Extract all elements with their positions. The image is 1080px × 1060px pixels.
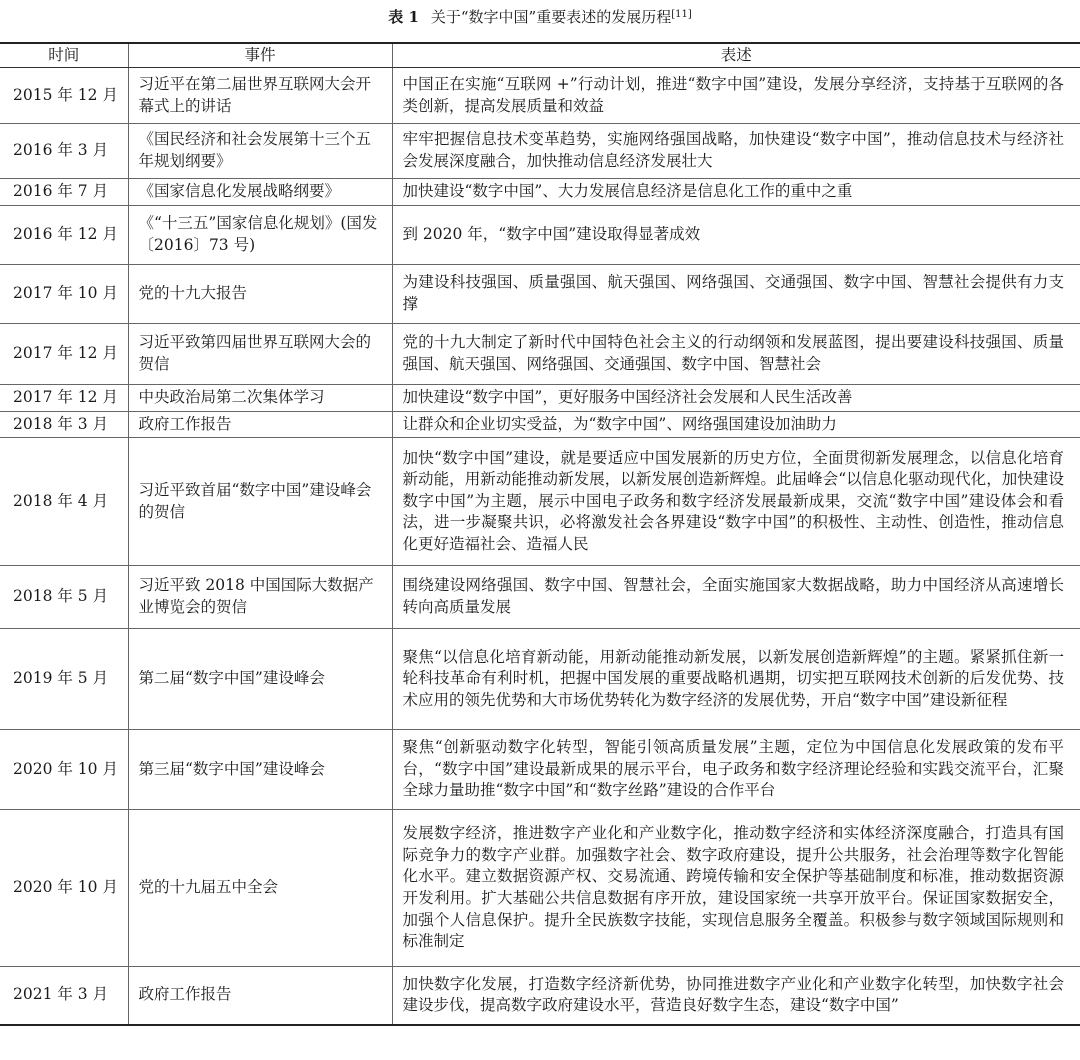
row-time: 2016 年 3 月	[0, 124, 128, 179]
row-event: 政府工作报告	[128, 967, 392, 1025]
table-row	[0, 324, 1080, 385]
row-time: 2020 年 10 月	[0, 730, 128, 810]
table-row	[0, 124, 1080, 179]
row-event: 《国家信息化发展战略纲要》	[128, 179, 392, 206]
row-time: 2017 年 12 月	[0, 385, 128, 412]
table-row	[0, 68, 1080, 124]
table-row	[0, 967, 1080, 1025]
row-event: 第二届“数字中国”建设峰会	[128, 629, 392, 730]
row-desc: 聚焦“以信息化培育新动能，用新动能推动新发展，以新发展创造新辉煌”的主题。紧紧抓住新一轮科技革命有利时机，把握中国发展的重要战略机遇期，切实把互联网技术创新的后发优势、技术应用的领先优势和大市场优势转化为数字经济的发展优势，开启“数字中国”建设新征程	[392, 629, 1080, 730]
table-number: 表 1	[388, 8, 419, 26]
row-desc: 中国正在实施“互联网 +”行动计划，推进“数字中国”建设，发展分享经济，支持基于互联网的各类创新，提高发展质量和效益	[392, 68, 1080, 124]
row-event: 习近平致首届“数字中国”建设峰会的贺信	[128, 438, 392, 566]
table-row	[0, 265, 1080, 324]
table-header-row	[0, 43, 1080, 68]
row-desc: 让群众和企业切实受益，为“数字中国”、网络强国建设加油助力	[392, 412, 1080, 438]
row-time: 2015 年 12 月	[0, 68, 128, 124]
row-event: 第三届“数字中国”建设峰会	[128, 730, 392, 810]
table-row	[0, 385, 1080, 412]
row-desc: 加快建设“数字中国”、大力发展信息经济是信息化工作的重中之重	[392, 179, 1080, 206]
table-row	[0, 412, 1080, 438]
row-desc: 到 2020 年，“数字中国”建设取得显著成效	[392, 206, 1080, 265]
row-time: 2018 年 5 月	[0, 566, 128, 629]
row-desc: 加快数字化发展，打造数字经济新优势，协同推进数字产业化和产业数字化转型，加快数字社会建设步伐，提高数字政府建设水平，营造良好数字生态，建设“数字中国”	[392, 967, 1080, 1025]
row-desc: 党的十九大制定了新时代中国特色社会主义的行动纲领和发展蓝图，提出要建设科技强国、质量强国、航天强国、网络强国、交通强国、数字中国、智慧社会	[392, 324, 1080, 385]
row-time: 2021 年 3 月	[0, 967, 128, 1025]
row-time: 2018 年 3 月	[0, 412, 128, 438]
table-row	[0, 810, 1080, 967]
row-desc: 聚焦“创新驱动数字化转型，智能引领高质量发展”主题，定位为中国信息化发展政策的发布平台，“数字中国”建设最新成果的展示平台，电子政务和数字经济理论经验和实践交流平台，汇聚全球力量助推“数字中国”和“数字丝路”建设的合作平台	[392, 730, 1080, 810]
table-row	[0, 730, 1080, 810]
row-desc: 发展数字经济，推进数字产业化和产业数字化，推动数字经济和实体经济深度融合，打造具有国际竞争力的数字产业群。加强数字社会、数字政府建设，提升公共服务，社会治理等数字化智能化水平。建立数据资源产权、交易流通、跨境传输和安全保护等基础制度和标准，推动数据资源开发利用。扩大基础公共信息数据有序开放，建设国家统一共享开放平台。保证国家数据安全，加强个人信息保护。提升全民族数字技能，实现信息服务全覆盖。积极参与数字领域国际规则和标准制定	[392, 810, 1080, 967]
row-time: 2016 年 12 月	[0, 206, 128, 265]
row-event: 习近平致 2018 中国国际大数据产业博览会的贺信	[128, 566, 392, 629]
table-row	[0, 566, 1080, 629]
row-time: 2018 年 4 月	[0, 438, 128, 566]
row-time: 2016 年 7 月	[0, 179, 128, 206]
row-event: 《“十三五”国家信息化规划》(国发〔2016〕73 号)	[128, 206, 392, 265]
row-event: 习近平在第二届世界互联网大会开幕式上的讲话	[128, 68, 392, 124]
row-time: 2020 年 10 月	[0, 810, 128, 967]
table-reference: [11]	[671, 9, 692, 20]
table-row	[0, 629, 1080, 730]
table-title: 关于“数字中国”重要表述的发展历程	[430, 8, 672, 26]
header-event: 事件	[128, 43, 392, 68]
row-desc: 加快“数字中国”建设，就是要适应中国发展新的历史方位，全面贯彻新发展理念，以信息化培育新动能，用新动能推动新发展，以新发展创造新辉煌。此届峰会“以信息化驱动现代化，加快建设数字中国”为主题，展示中国电子政务和数字经济发展最新成果，交流“数字中国”建设体会和看法，进一步凝聚共识，必将激发社会各界建设“数字中国”的积极性、主动性、创造性，推动信息化更好造福社会、造福人民	[392, 438, 1080, 566]
row-desc: 加快建设“数字中国”，更好服务中国经济社会发展和人民生活改善	[392, 385, 1080, 412]
row-event: 习近平致第四届世界互联网大会的贺信	[128, 324, 392, 385]
table-row	[0, 179, 1080, 206]
timeline-table	[0, 42, 1080, 1026]
row-event: 《国民经济和社会发展第十三个五年规划纲要》	[128, 124, 392, 179]
row-event: 党的十九大报告	[128, 265, 392, 324]
header-desc: 表述	[392, 43, 1080, 68]
row-event: 政府工作报告	[128, 412, 392, 438]
row-time: 2017 年 12 月	[0, 324, 128, 385]
row-time: 2017 年 10 月	[0, 265, 128, 324]
row-desc: 围绕建设网络强国、数字中国、智慧社会，全面实施国家大数据战略，助力中国经济从高速增长转向高质量发展	[392, 566, 1080, 629]
row-event: 党的十九届五中全会	[128, 810, 392, 967]
row-desc: 牢牢把握信息技术变革趋势，实施网络强国战略，加快建设“数字中国”，推动信息技术与经济社会发展深度融合，加快推动信息经济发展壮大	[392, 124, 1080, 179]
row-time: 2019 年 5 月	[0, 629, 128, 730]
table-caption	[0, 0, 1080, 34]
header-time: 时间	[0, 43, 128, 68]
row-desc: 为建设科技强国、质量强国、航天强国、网络强国、交通强国、数字中国、智慧社会提供有力支撑	[392, 265, 1080, 324]
row-event: 中央政治局第二次集体学习	[128, 385, 392, 412]
table-row	[0, 438, 1080, 566]
table-row	[0, 206, 1080, 265]
